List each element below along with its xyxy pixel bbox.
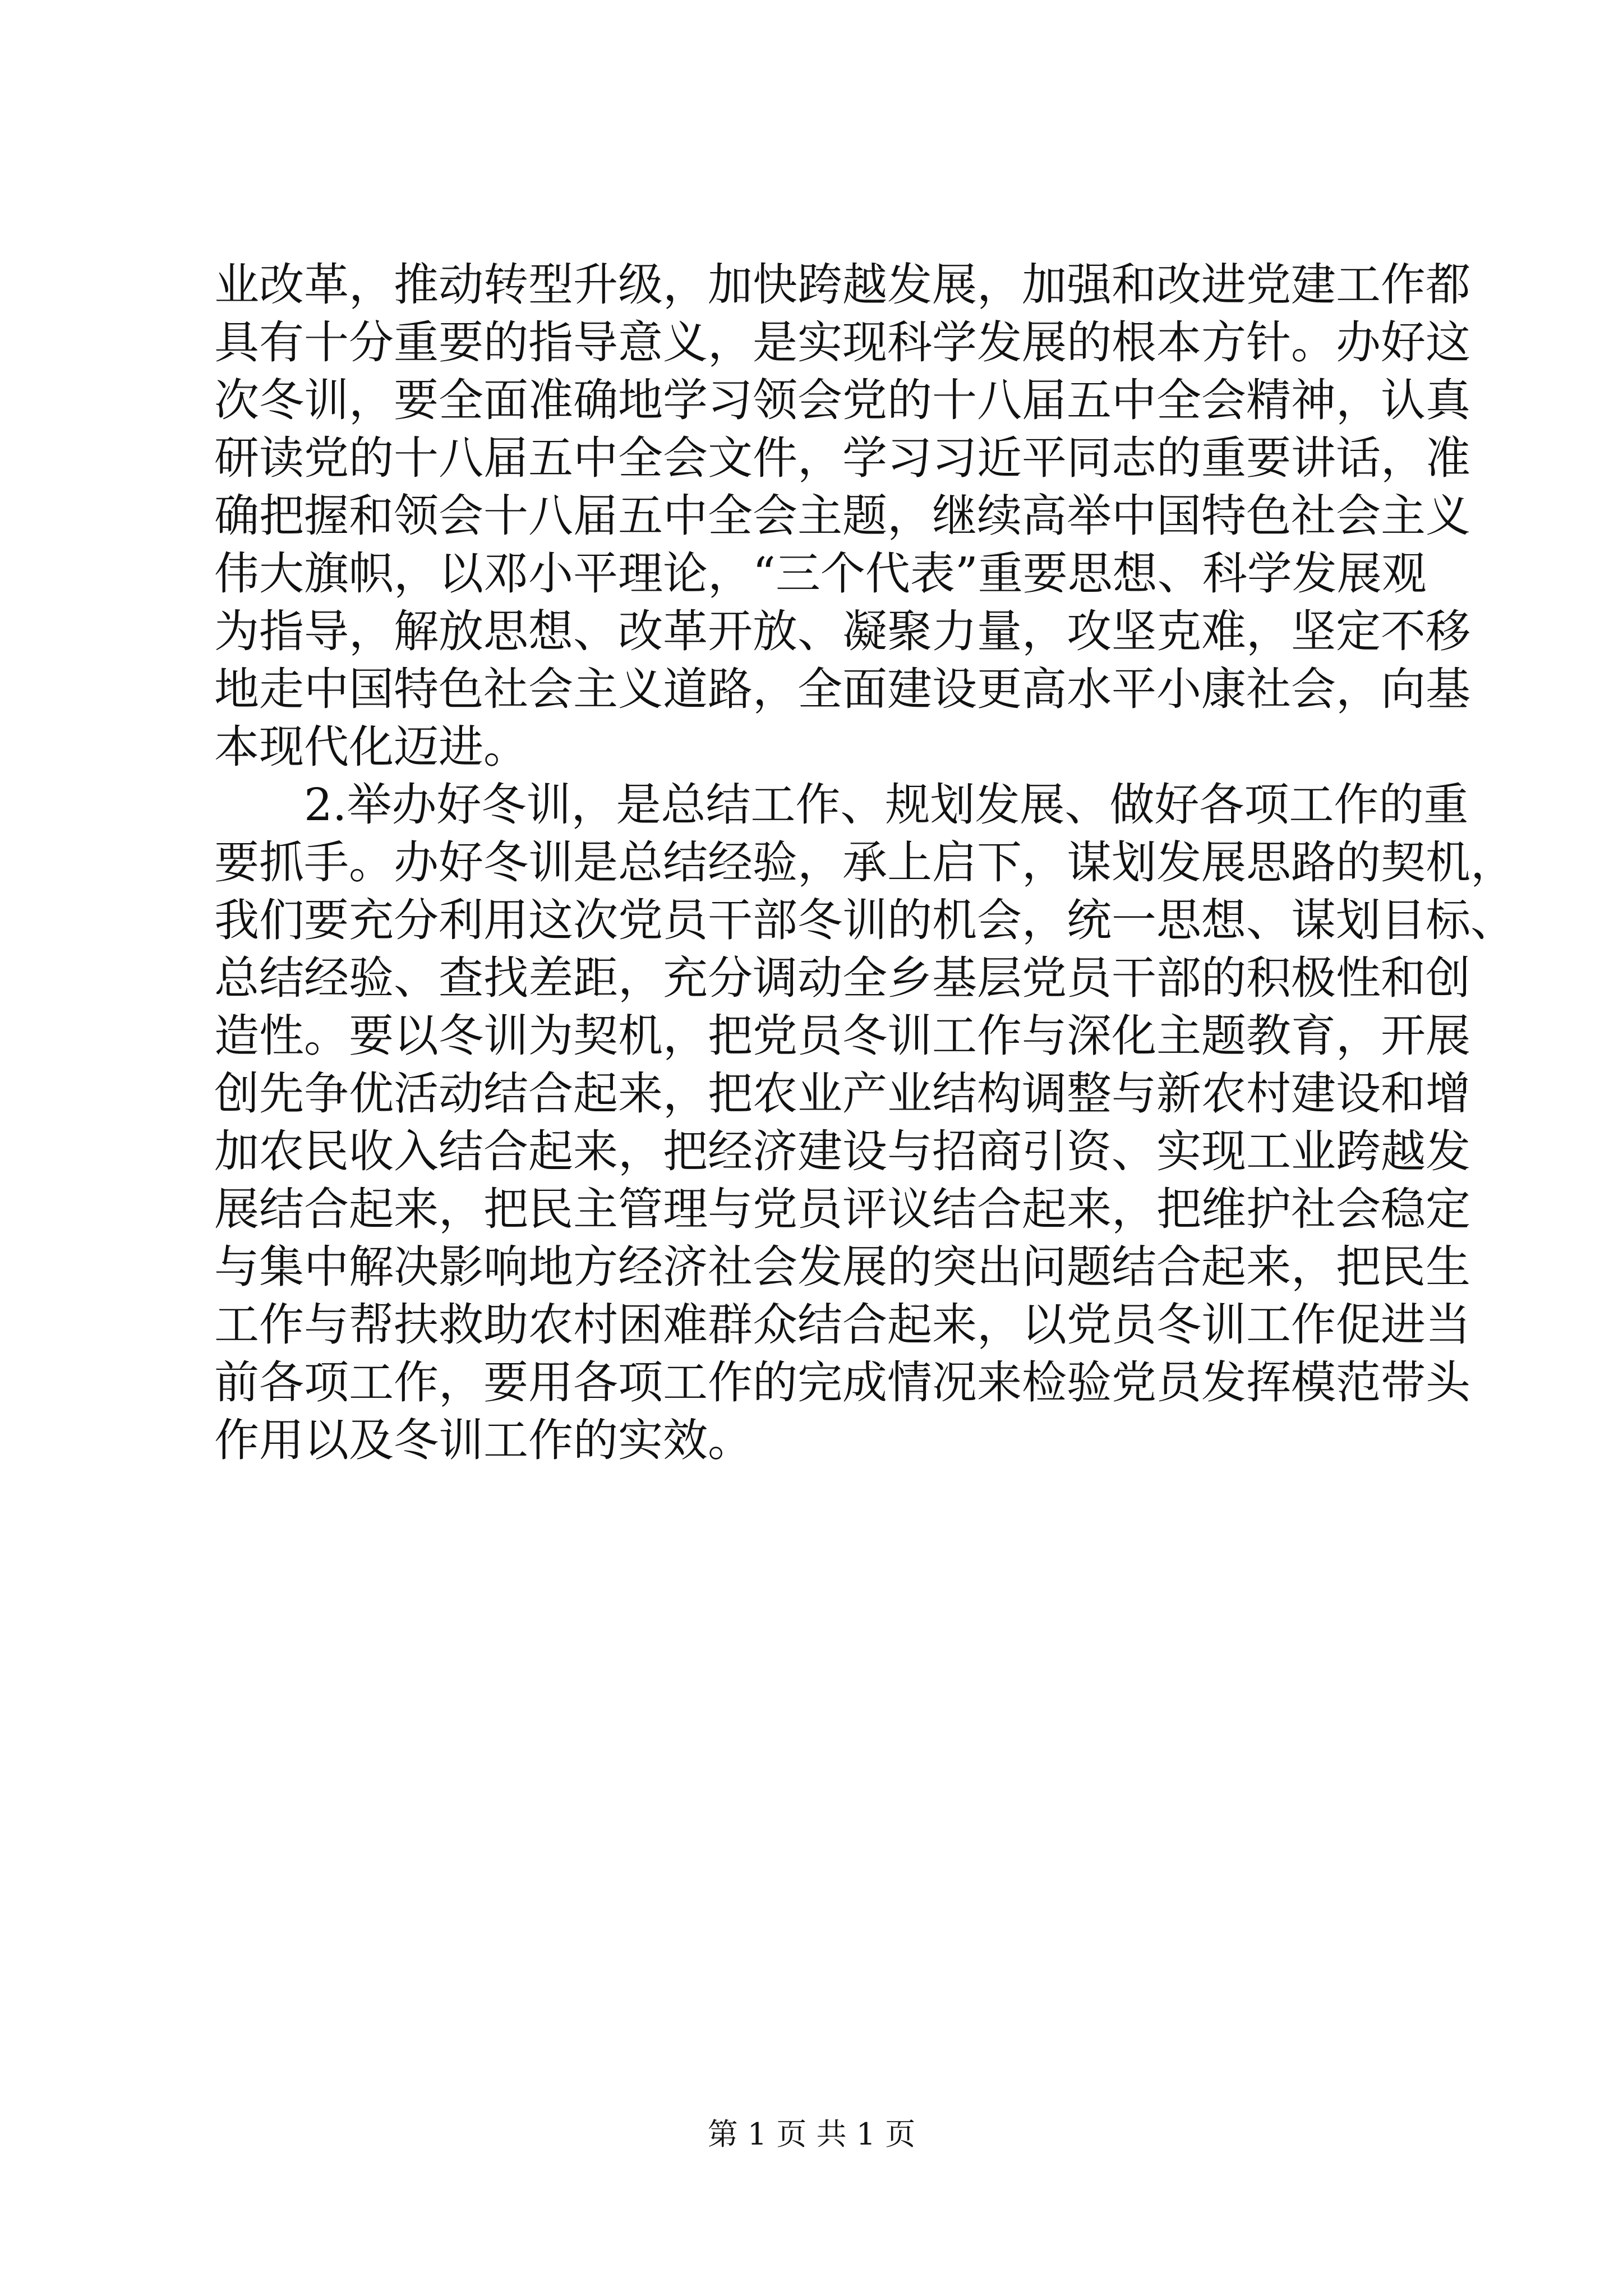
text-line: 工作与帮扶救助农村困难群众结合起来，以党员冬训工作促进当: [214, 1299, 1470, 1351]
text-line: 业改革，推动转型升级，加快跨越发展，加强和改进党建工作都: [214, 259, 1470, 311]
text-line: 展结合起来，把民主管理与党员评议结合起来，把维护社会稳定: [214, 1183, 1470, 1235]
text-line: 要抓手。办好冬训是总结经验，承上启下，谋划发展思路的契机，: [214, 836, 1515, 889]
text-line: 确把握和领会十八届五中全会主题，继续高举中国特色社会主义: [214, 490, 1470, 542]
text-line: 加农民收入结合起来，把经济建设与招商引资、实现工业跨越发: [214, 1125, 1470, 1177]
text-line: 与集中解决影响地方经济社会发展的突出问题结合起来，把民生: [214, 1241, 1470, 1293]
text-line: 为指导，解放思想、改革开放、凝聚力量，攻坚克难，坚定不移: [214, 605, 1470, 657]
text-line: 研读党的十八届五中全会文件，学习习近平同志的重要讲话，准: [214, 432, 1470, 484]
text-line: 本现代化迈进。: [214, 721, 528, 773]
text-line: 创先争优活动结合起来，把农业产业结构调整与新农村建设和增: [214, 1068, 1470, 1120]
page-number-footer: 第 1 页 共 1 页: [707, 2116, 916, 2152]
text-line: 作用以及冬训工作的实效。: [214, 1414, 753, 1466]
text-line: 前各项工作，要用各项工作的完成情况来检验党员发挥模范带头: [214, 1356, 1470, 1409]
text-line: 我们要充分利用这次党员干部冬训的机会，统一思想、谋划目标、: [214, 894, 1515, 946]
text-line: 伟大旗帜，以邓小平理论，“三个代表”重要思想、科学发展观: [214, 547, 1427, 600]
text-line: 次冬训，要全面准确地学习领会党的十八届五中全会精神，认真: [214, 374, 1470, 426]
document-body: [214, 257, 1515, 1470]
text-line: 地走中国特色社会主义道路，全面建设更高水平小康社会，向基: [214, 663, 1470, 715]
text-line: 总结经验、查找差距，充分调动全乡基层党员干部的积极性和创: [214, 952, 1470, 1004]
paragraph-start-line: 2.举办好冬训，是总结工作、规划发展、做好各项工作的重: [304, 779, 1469, 831]
text-line: 具有十分重要的指导意义，是实现科学发展的根本方针。办好这: [214, 316, 1470, 369]
text-line: 造性。要以冬训为契机，把党员冬训工作与深化主题教育，开展: [214, 1010, 1470, 1062]
